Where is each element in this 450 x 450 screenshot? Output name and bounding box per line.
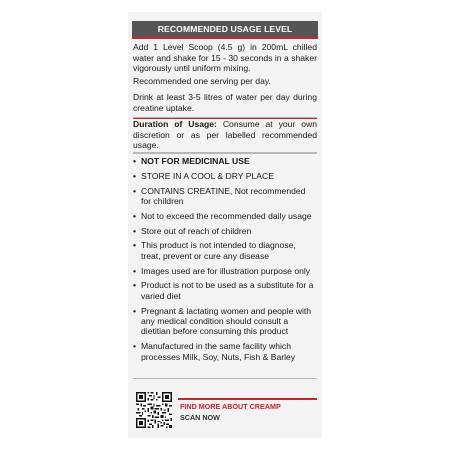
list-item: • STORE IN A COOL & DRY PLACE	[133, 170, 274, 181]
cta-accent-line	[178, 398, 317, 400]
bullet-icon: •	[133, 305, 137, 316]
bullet-icon: •	[133, 280, 137, 291]
list-item: • This product is not intended to diagnose, treat, prevent or cure any disease	[133, 240, 296, 261]
bullet-icon: •	[133, 210, 137, 221]
usage-panel	[128, 12, 322, 438]
qr-code-graphic	[136, 392, 172, 428]
usage-instructions: Add 1 Level Scoop (4.5 g) in 200mL chilled water and shake for 15 - 30 seconds in a shaker vigorously until uniform mixing.	[133, 42, 317, 74]
divider	[133, 152, 317, 154]
section-header: RECOMMENDED USAGE LEVEL	[132, 21, 318, 37]
serving-recommendation: Recommended one serving per day.	[133, 76, 271, 86]
bullet-icon: •	[133, 341, 137, 352]
find-more-link[interactable]: FIND MORE ABOUT CREAMP	[180, 402, 281, 411]
header-accent-line	[132, 37, 318, 39]
list-item: • Product is not to be used as a substitute for a varied diet	[133, 280, 314, 301]
warnings-list	[133, 156, 317, 366]
divider	[133, 378, 317, 379]
list-item: • Pregnant & lactating women and people with any medical condition should consult a dietitian before consuming this product	[133, 305, 312, 337]
qr-code-icon[interactable]	[136, 392, 172, 428]
bullet-icon: •	[133, 185, 137, 196]
bullet-icon: •	[133, 156, 137, 166]
list-item: • Manufactured in the same facility which processes Milk, Soy, Nuts, Fish & Barley	[133, 341, 296, 362]
list-item: • Not to exceed the recommended daily usage	[133, 210, 312, 221]
list-item: • Store out of reach of children	[133, 225, 252, 236]
water-recommendation: Drink at least 3-5 litres of water per day during creatine uptake.	[133, 92, 317, 113]
list-item: • NOT FOR MEDICINAL USE	[133, 156, 250, 166]
duration-label: Duration of Usage:	[133, 119, 217, 129]
list-item: • Images used are for illustration purpose only	[133, 265, 311, 276]
duration-text: Consume at your own discretion or as per labelled recommended usage.	[133, 119, 317, 151]
bullet-icon: •	[133, 240, 137, 251]
bullet-icon: •	[133, 225, 137, 236]
list-item: • CONTAINS CREATINE, Not recommended for children	[133, 185, 306, 206]
bullet-icon: •	[133, 265, 137, 276]
bullet-icon: •	[133, 170, 137, 181]
duration-of-usage	[133, 119, 317, 151]
scan-now-label: SCAN NOW	[180, 413, 220, 422]
